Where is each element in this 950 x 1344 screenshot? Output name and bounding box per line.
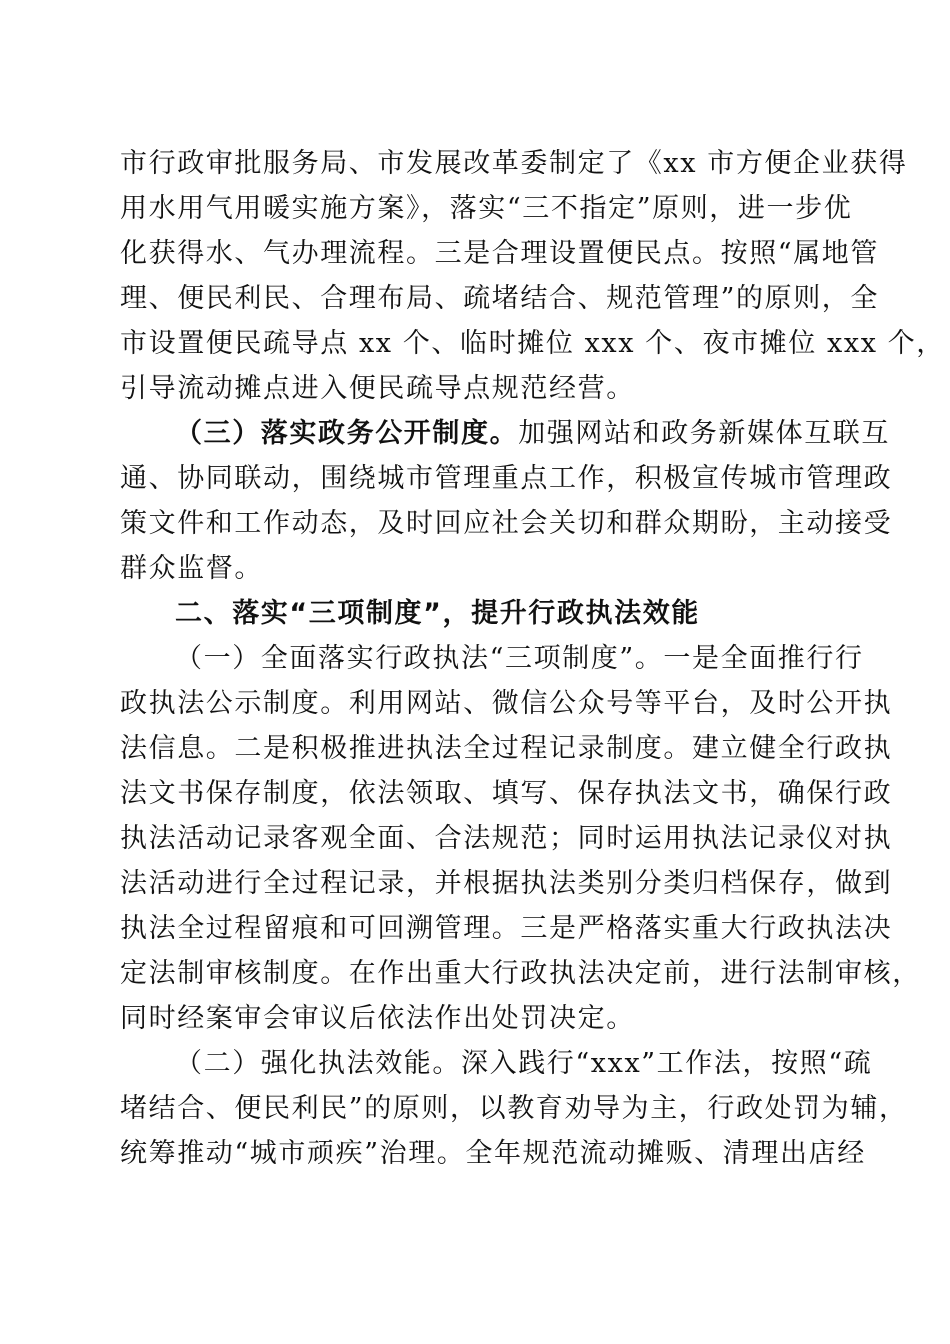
text-line: 法文书保存制度，依法领取、填写、保存执法文书，确保行政 — [120, 778, 893, 809]
text-line: 市设置便民疏导点 xx 个、临时摊位 xxx 个、夜市摊位 xxx 个， — [120, 328, 945, 359]
subheading-lead: （三）落实政务公开制度。 — [175, 418, 519, 449]
text-line: 法活动进行全过程记录，并根据执法类别分类归档保存，做到 — [120, 868, 893, 899]
text-line: 统筹推动“城市顽疾”治理。全年规范流动摊贩、清理出店经 — [120, 1138, 866, 1169]
text-line — [120, 411, 891, 456]
paragraph-continuation — [120, 141, 945, 411]
text-line: 群众监督。 — [120, 553, 263, 584]
text-line: 理、便民利民、合理布局、疏堵结合、规范管理”的原则，全 — [120, 283, 880, 314]
text-line: 定法制审核制度。在作出重大行政执法决定前，进行法制审核， — [120, 958, 921, 989]
document-body — [120, 141, 945, 1176]
text-line: 策文件和工作动态，及时回应社会关切和群众期盼，主动接受 — [120, 508, 893, 539]
text-line: 市行政审批服务局、市发展改革委制定了《xx 市方便企业获得 — [120, 148, 908, 179]
text-line: 执法活动记录客观全面、合法规范；同时运用执法记录仪对执 — [120, 823, 893, 854]
text-line: （一）全面落实行政执法“三项制度”。一是全面推行行 — [175, 643, 864, 674]
paragraph-enforcement-efficiency — [120, 1041, 908, 1176]
text-line: 法信息。二是积极推进执法全过程记录制度。建立健全行政执 — [120, 733, 893, 764]
text-line: 通、协同联动，围绕城市管理重点工作，积极宣传城市管理政 — [120, 463, 893, 494]
text-line: 执法全过程留痕和可回溯管理。三是严格落实重大行政执法决 — [120, 913, 893, 944]
paragraph-government-affairs — [120, 411, 893, 591]
text-line: 用水用气用暖实施方案》，落实“三不指定”原则，进一步优 — [120, 193, 853, 224]
section-heading: 二、落实“三项制度”，提升行政执法效能 — [175, 598, 700, 629]
text-line: （二）强化执法效能。深入践行“xxx”工作法，按照“疏 — [175, 1048, 873, 1079]
paragraph-three-systems — [120, 636, 921, 1041]
text-line: 同时经案审会审议后依法作出处罚决定。 — [120, 1003, 635, 1034]
text-line: 堵结合、便民利民”的原则，以教育劝导为主，行政处罚为辅， — [120, 1093, 908, 1124]
text-line: 引导流动摊点进入便民疏导点规范经营。 — [120, 373, 635, 404]
text-line: 化获得水、气办理流程。三是合理设置便民点。按照“属地管 — [120, 238, 880, 269]
text-run: 加强网站和政务新媒体互联互 — [518, 418, 891, 449]
text-line: 政执法公示制度。利用网站、微信公众号等平台，及时公开执 — [120, 688, 893, 719]
